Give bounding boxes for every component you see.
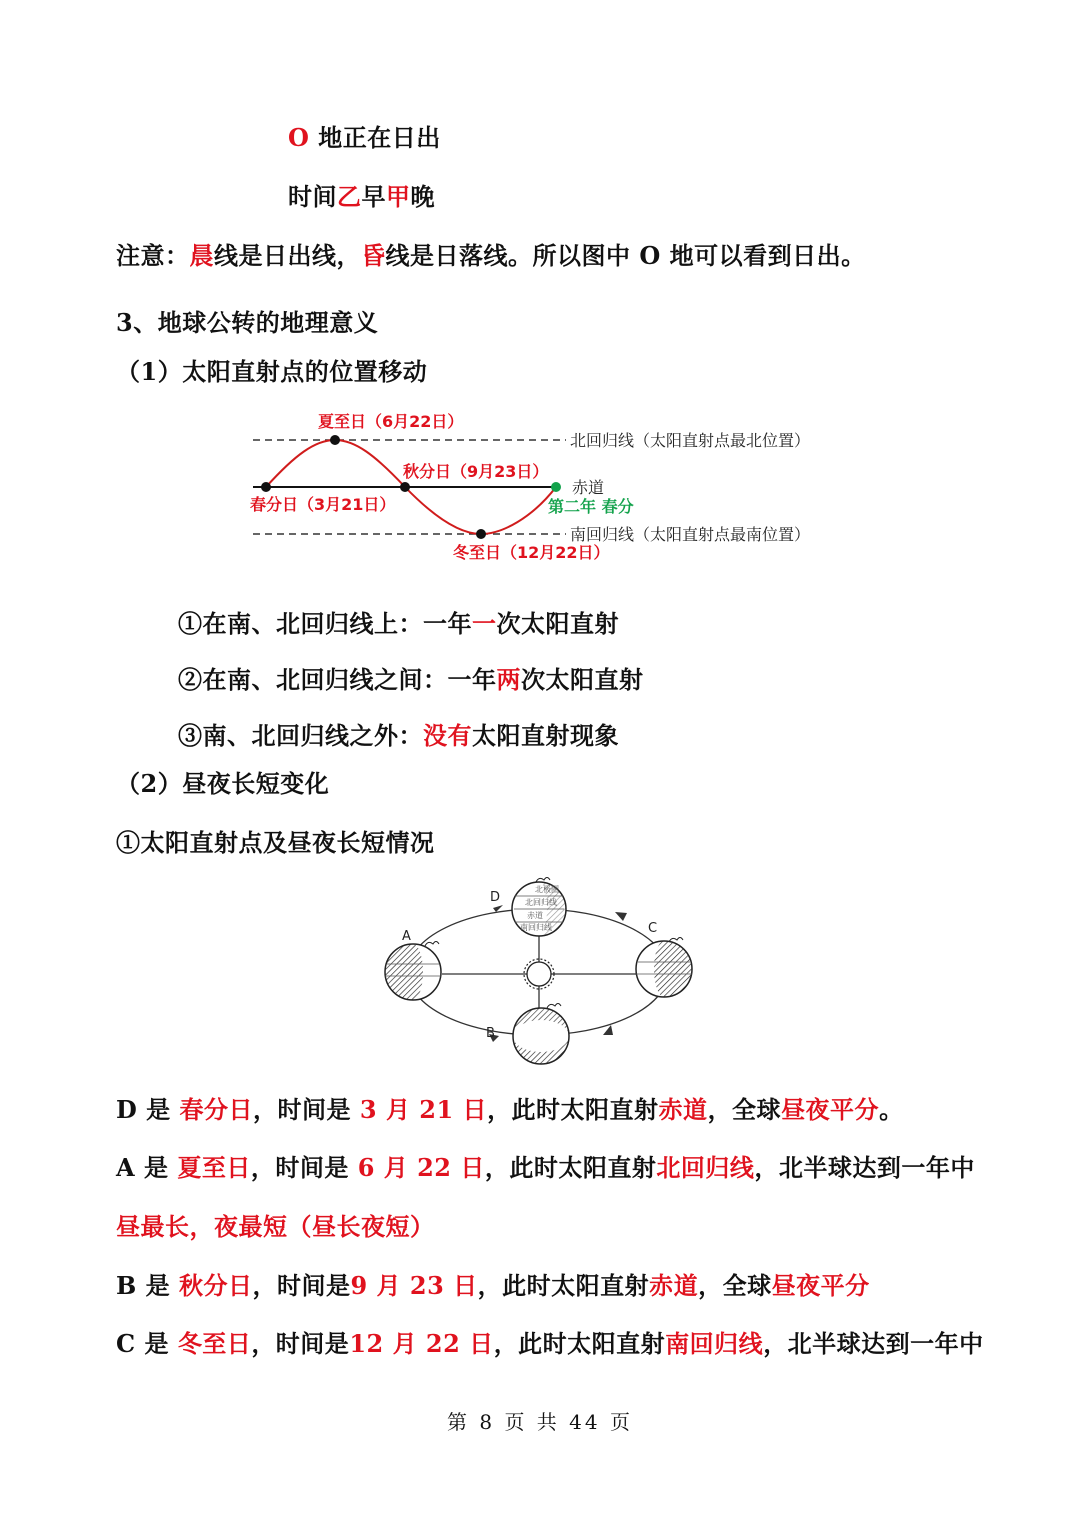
desc-a-cont: 昼最长，夜最短（昼长夜短） bbox=[116, 1212, 435, 1241]
desc-b-8: 昼夜平分 bbox=[771, 1271, 870, 1300]
desc-d-7: ，全球 bbox=[707, 1095, 782, 1124]
summer-label: 夏至日（6月22日） bbox=[318, 412, 464, 431]
desc-b-5: ，此时太阳直射 bbox=[477, 1271, 650, 1300]
subsection1-title: （1）太阳直射点的位置移动 bbox=[116, 357, 428, 386]
desc-d-6: 赤道 bbox=[658, 1095, 708, 1124]
desc-c-1: C 是 bbox=[116, 1329, 178, 1358]
yi-char: 乙 bbox=[337, 182, 362, 211]
desc-c-2: 冬至日 bbox=[177, 1329, 252, 1358]
d-globe-text-1: 北极圈 bbox=[535, 885, 559, 894]
autumn-label: 秋分日（9月23日） bbox=[403, 462, 549, 481]
desc-d bbox=[116, 1090, 904, 1125]
subsection2-title: （2）昼夜长短变化 bbox=[116, 769, 330, 798]
desc-d-2: 春分日 bbox=[179, 1095, 254, 1124]
winter-point bbox=[476, 529, 486, 539]
sun-icon bbox=[524, 959, 554, 989]
subsolar-point-diagram bbox=[240, 400, 840, 575]
desc-d-1: D 是 bbox=[116, 1095, 180, 1124]
winter-label: 冬至日（12月22日） bbox=[453, 543, 610, 562]
desc-d-8: 昼夜平分 bbox=[781, 1095, 880, 1124]
desc-b bbox=[116, 1266, 870, 1301]
desc-b-6: 赤道 bbox=[649, 1271, 699, 1300]
desc-c-7: ，北半球达到一年中 bbox=[763, 1329, 984, 1358]
o-letter: O bbox=[288, 123, 310, 152]
desc-c-4: 12 月 22 日 bbox=[349, 1329, 494, 1358]
desc-c-6: 南回归线 bbox=[665, 1329, 764, 1358]
point-1 bbox=[178, 604, 619, 639]
spring-label: 春分日（3月21日） bbox=[250, 495, 396, 514]
desc-b-3: ，时间是 bbox=[252, 1271, 351, 1300]
desc-b-1: B 是 bbox=[116, 1271, 179, 1300]
globe-a bbox=[385, 942, 441, 1001]
point-1-post: 次太阳直射 bbox=[496, 609, 619, 638]
desc-d-5: ，此时太阳直射 bbox=[487, 1095, 659, 1124]
d-globe-text-4: 南回归线 bbox=[520, 923, 552, 932]
point-1-red: 一 bbox=[472, 609, 497, 638]
chen-char: 晨 bbox=[189, 241, 214, 270]
next-spring-label: 第二年 春分 bbox=[548, 497, 634, 516]
desc-b-4: 9 月 23 日 bbox=[350, 1271, 478, 1300]
desc-d-3: ，时间是 bbox=[253, 1095, 360, 1124]
point-2-red: 两 bbox=[496, 665, 521, 694]
o-sunrise-text: 地正在日出 bbox=[309, 123, 441, 152]
desc-c-3: ，时间是 bbox=[251, 1329, 350, 1358]
desc-d-4: 3 月 21 日 bbox=[359, 1095, 488, 1124]
page-footer: 第 8 页 共 44 页 bbox=[447, 1410, 633, 1434]
d-globe-text-2: 北回归线 bbox=[525, 898, 557, 907]
point-2 bbox=[178, 660, 644, 695]
label-b: B bbox=[486, 1026, 495, 1041]
next-spring-point bbox=[551, 482, 561, 492]
spring-point bbox=[261, 482, 271, 492]
desc-a-4: 6 月 22 日 bbox=[357, 1153, 485, 1182]
desc-a-6: 北回归线 bbox=[656, 1153, 755, 1182]
desc-d-9: 。 bbox=[879, 1095, 904, 1124]
earth-orbit-diagram bbox=[375, 872, 705, 1072]
desc-a-7: ，北半球达到一年中 bbox=[754, 1153, 975, 1182]
north-tropic-label: 北回归线（太阳直射点最北位置） bbox=[570, 431, 811, 450]
note-part1: 线是日出线， bbox=[214, 241, 361, 270]
note-label: 注意： bbox=[116, 241, 190, 270]
summer-point bbox=[330, 435, 340, 445]
note-line bbox=[116, 236, 866, 271]
orbit-arrow-c bbox=[615, 912, 627, 921]
desc-a-5: ，此时太阳直射 bbox=[484, 1153, 657, 1182]
south-tropic-label: 南回归线（太阳直射点最南位置） bbox=[570, 525, 811, 544]
autumn-point bbox=[400, 482, 410, 492]
d-globe-text-3: 赤道 bbox=[527, 911, 543, 920]
point-2-pre: ②在南、北回归线之间：一年 bbox=[178, 665, 497, 694]
desc-b-7: ，全球 bbox=[698, 1271, 772, 1300]
desc-a-1: A 是 bbox=[116, 1153, 178, 1182]
desc-c bbox=[116, 1324, 984, 1359]
time-label: 时间 bbox=[288, 182, 337, 211]
label-c: C bbox=[648, 921, 658, 936]
section3-title: 3、地球公转的地理意义 bbox=[116, 308, 379, 337]
zao-char: 早 bbox=[361, 182, 386, 211]
globe-b bbox=[513, 1004, 569, 1065]
globe-c bbox=[636, 938, 692, 998]
desc-a bbox=[116, 1148, 975, 1183]
desc-c-5: ，此时太阳直射 bbox=[493, 1329, 666, 1358]
point-2-post: 次太阳直射 bbox=[521, 665, 644, 694]
desc-b-2: 秋分日 bbox=[179, 1271, 253, 1300]
time-order-line bbox=[288, 177, 435, 212]
desc-a-2: 夏至日 bbox=[177, 1153, 251, 1182]
globe-d bbox=[512, 878, 566, 937]
point-3-pre: ③南、北回归线之外： bbox=[178, 721, 423, 750]
o-sunrise-line bbox=[288, 118, 441, 153]
desc-a-3: ，时间是 bbox=[250, 1153, 358, 1182]
point-3-red: 没有 bbox=[423, 721, 472, 750]
point-3 bbox=[178, 716, 619, 751]
wan-char: 晚 bbox=[410, 182, 435, 211]
equator-label: 赤道 bbox=[572, 478, 605, 497]
point-3-post: 太阳直射现象 bbox=[472, 721, 619, 750]
label-d: D bbox=[490, 890, 501, 905]
jia-char: 甲 bbox=[386, 182, 411, 211]
note-part2: 线是日落线。所以图中 O 地可以看到日出。 bbox=[385, 241, 866, 270]
label-a: A bbox=[402, 929, 411, 944]
point-1-pre: ①在南、北回归线上：一年 bbox=[178, 609, 472, 638]
hun-char: 昏 bbox=[361, 241, 386, 270]
subsection2-item-title: ①太阳直射点及昼夜长短情况 bbox=[116, 828, 435, 857]
